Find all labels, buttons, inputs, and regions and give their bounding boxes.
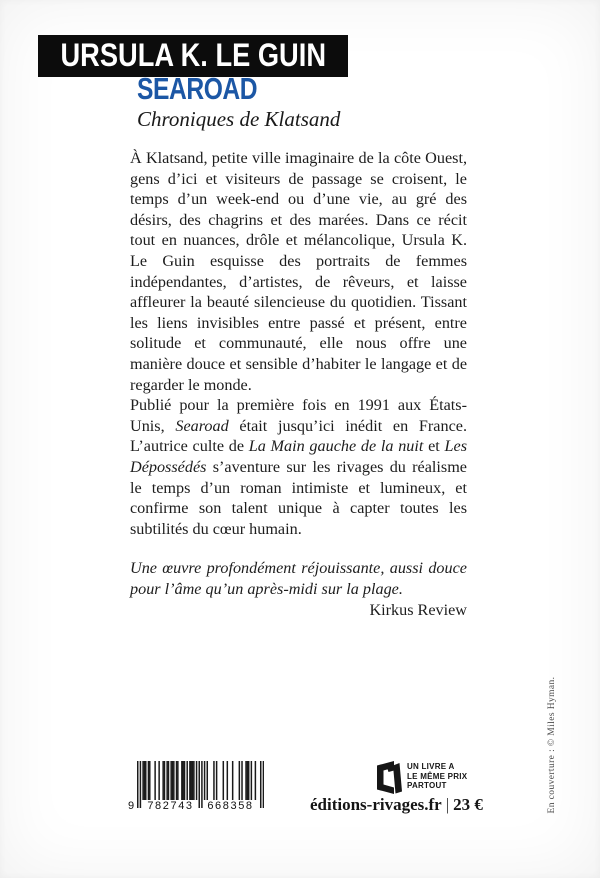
book-subtitle: Chroniques de Klatsand bbox=[137, 107, 341, 131]
price-logo-line: UN LIVRE A bbox=[407, 762, 455, 771]
barcode bbox=[128, 761, 264, 813]
open-book-icon bbox=[375, 761, 403, 794]
review-quote: Une œuvre profondément réjouissante, aussi douce pour l’âme qu’un après-midi sur la plage. bbox=[130, 559, 467, 598]
price-logo-line: LE MÊME PRIX bbox=[407, 771, 468, 781]
blurb-paragraph: Publié pour la première fois en 1991 aux États-Unis, Searoad était jusqu’ici inédit en France. L’autrice culte de La Main gauche de la nuit et Les Dépossédés s’aventure sur les rivages du réalisme le temps d’un roman intimiste et lumineux, et confirme son talent unique à capter toutes les subtilités du cœur humain. bbox=[130, 396, 467, 538]
blurb-paragraph: À Klatsand, petite ville imaginaire de la côte Ouest, gens d’ici et visiteurs de passage se croisent, le temps d’un week-end ou d’une vie, au gré des désirs, des chagrins et des marées. Dans ce récit tout en nuances, drôle et mélancolique, Ursula K. Le Guin esquisse des portraits de femmes indépendantes, d’artistes, de rêveurs, et laisse affleurer la beauté silencieuse du quotidien. Tissant les liens invisibles entre passé et présent, entre solitude et communauté, elle nous offre une manière douce et sensible d’habiter le langage et de regarder le monde. bbox=[130, 149, 467, 394]
publisher-line bbox=[310, 795, 483, 815]
price-logo-line: PARTOUT bbox=[407, 781, 447, 791]
fixed-price-logo bbox=[375, 760, 495, 794]
publisher-website: éditions-rivages.fr bbox=[310, 795, 442, 814]
price-logo-text bbox=[407, 762, 467, 791]
author-name: URSULA K. LE GUIN bbox=[60, 37, 326, 74]
barcode-digit-lead: 9 bbox=[128, 800, 135, 812]
review-source: Kirkus Review bbox=[369, 601, 467, 620]
separator: | bbox=[445, 795, 450, 814]
barcode-digit-group: 668358 bbox=[207, 800, 254, 812]
book-price: 23 € bbox=[453, 795, 483, 814]
back-cover-blurb bbox=[130, 148, 467, 621]
barcode-digit-group: 782743 bbox=[147, 800, 194, 812]
barcode-number bbox=[128, 800, 264, 813]
book-title: SEAROAD bbox=[137, 71, 258, 106]
cover-art-credit: En couverture : © Miles Hyman. bbox=[547, 676, 557, 814]
